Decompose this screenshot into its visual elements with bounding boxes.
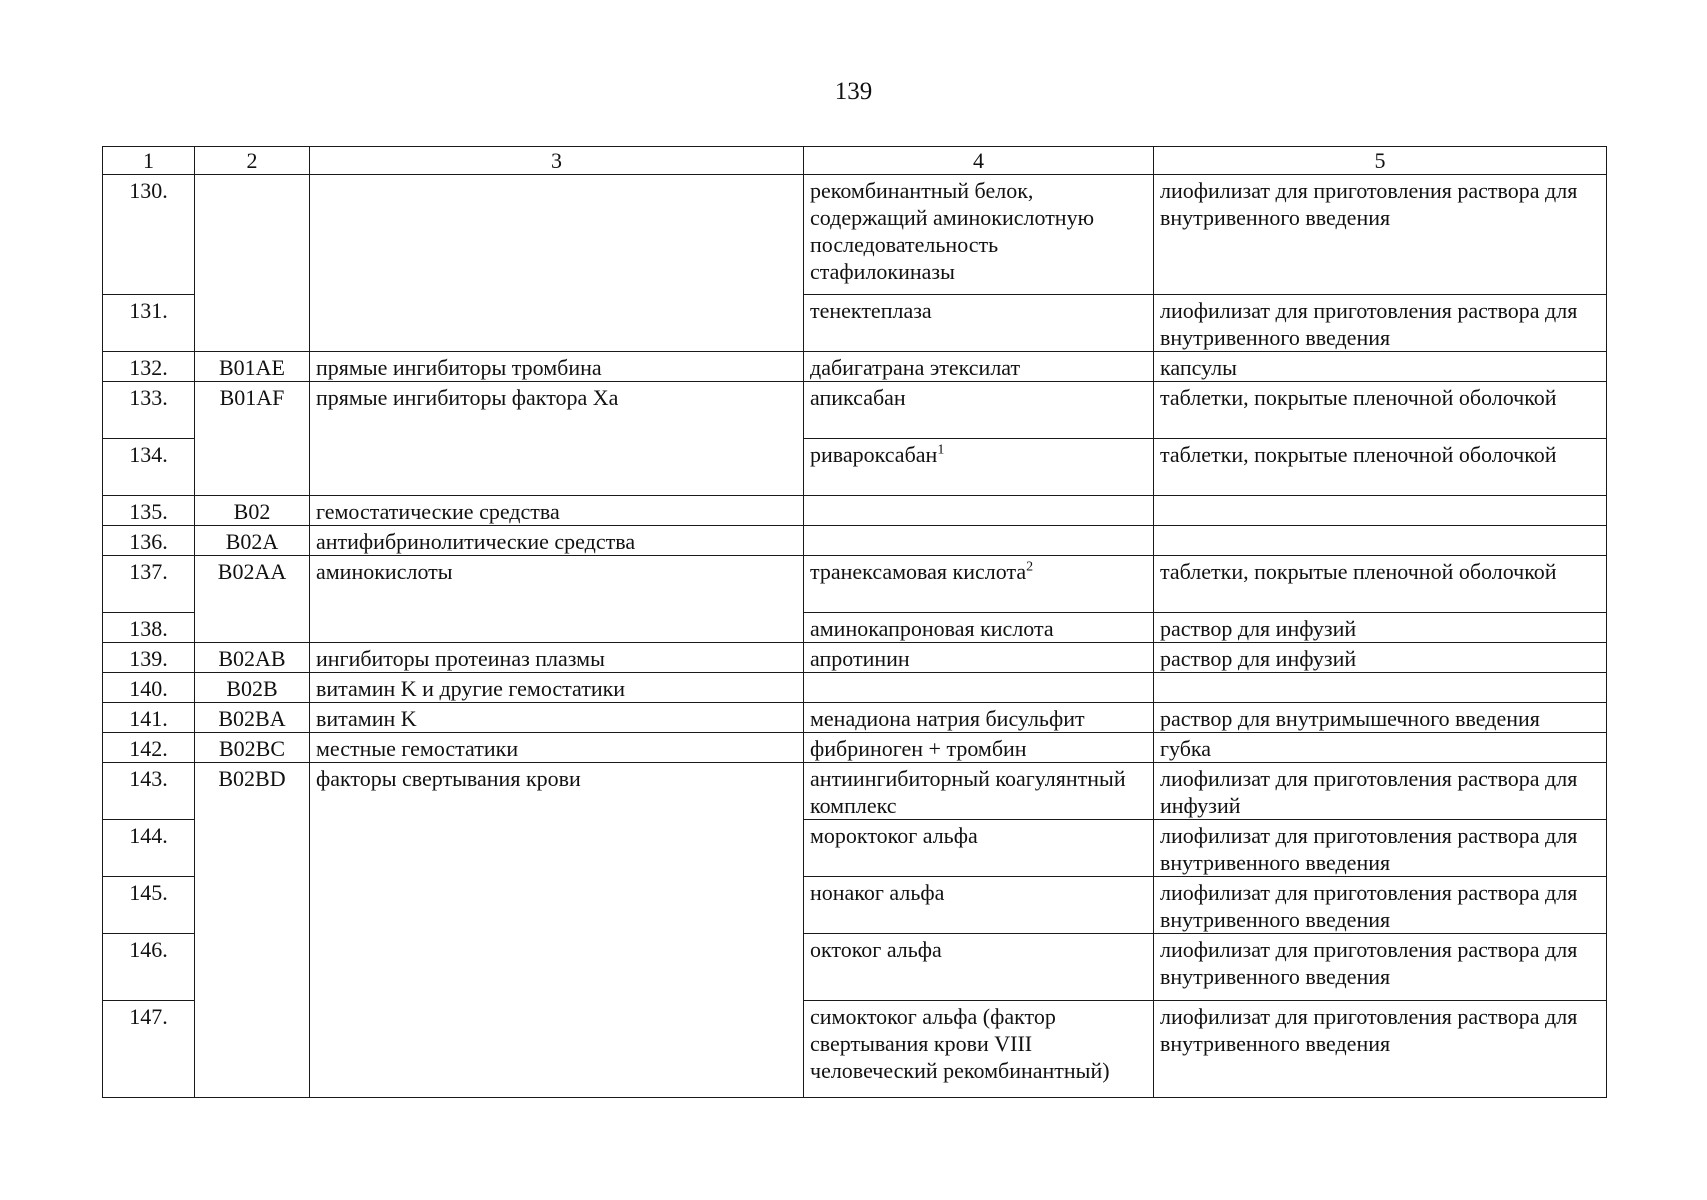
row-number-cell: 145. [103,877,195,934]
group-name-cell: прямые ингибиторы тромбина [310,352,804,382]
atc-code-cell: B02A [195,526,310,556]
atc-code-cell: B01AF [195,382,310,496]
atc-code-cell: B02AA [195,556,310,643]
substance-cell [804,733,1154,763]
row-number-cell: 133. [103,382,195,439]
atc-code-cell: B02 [195,496,310,526]
table-row [103,496,1607,526]
substance-cell [804,934,1154,1001]
table-row [103,643,1607,673]
dosage-form-cell: лиофилизат для приготовления раствора для внутривенного введения [1154,877,1607,934]
dosage-form-cell: лиофилизат для приготовления раствора для инфузий [1154,763,1607,820]
row-number-cell: 130. [103,175,195,295]
table-row [103,673,1607,703]
drug-table [102,146,1607,1098]
substance-cell [804,763,1154,820]
row-number-cell: 141. [103,703,195,733]
row-number-cell: 140. [103,673,195,703]
substance-cell [804,439,1154,496]
header-cell: 1 [103,147,195,175]
substance-cell [804,556,1154,613]
atc-code-cell: B02AB [195,643,310,673]
row-number-cell: 135. [103,496,195,526]
atc-code-cell: B01AE [195,352,310,382]
header-cell: 3 [310,147,804,175]
table-row [103,382,1607,439]
substance-cell [804,877,1154,934]
substance-cell [804,820,1154,877]
dosage-form-cell: лиофилизат для приготовления раствора для внутривенного введения [1154,820,1607,877]
table-row [103,733,1607,763]
substance-cell [804,382,1154,439]
row-number-cell: 132. [103,352,195,382]
substance-name: дабигатрана этексилат [810,355,1021,380]
group-name-cell [310,175,804,352]
substance-cell [804,1001,1154,1098]
substance-cell [804,352,1154,382]
group-name-cell: антифибринолитические средства [310,526,804,556]
footnote-mark: 1 [937,442,945,458]
row-number-cell: 138. [103,613,195,643]
group-name-cell: факторы свертывания крови [310,763,804,1098]
substance-cell [804,673,1154,703]
row-number-cell: 131. [103,295,195,352]
substance-name: нонаког альфа [810,880,945,905]
dosage-form-cell: раствор для инфузий [1154,643,1607,673]
header-cell: 2 [195,147,310,175]
substance-name: аминокапроновая кислота [810,616,1054,641]
table-row [103,703,1607,733]
table-row [103,526,1607,556]
substance-name: антиингибиторный коагулянтный комплекс [810,766,1126,818]
atc-code-cell: B02BC [195,733,310,763]
group-name-cell: гемостатические средства [310,496,804,526]
header-cell: 4 [804,147,1154,175]
substance-cell [804,526,1154,556]
group-name-cell: витамин K и другие гемостатики [310,673,804,703]
dosage-form-cell: таблетки, покрытые пленочной оболочкой [1154,439,1607,496]
dosage-form-cell: лиофилизат для приготовления раствора для внутривенного введения [1154,1001,1607,1098]
dosage-form-cell: губка [1154,733,1607,763]
group-name-cell: прямые ингибиторы фактора Xa [310,382,804,496]
dosage-form-cell: таблетки, покрытые пленочной оболочкой [1154,556,1607,613]
table-header-row [103,147,1607,175]
dosage-form-cell: таблетки, покрытые пленочной оболочкой [1154,382,1607,439]
substance-name: рекомбинантный белок, содержащий аминокислотную последовательность стафилокиназы [810,178,1095,284]
substance-name: тенектеплаза [810,298,932,323]
substance-name: фибриноген + тромбин [810,736,1027,761]
group-name-cell: витамин K [310,703,804,733]
substance-cell [804,703,1154,733]
row-number-cell: 136. [103,526,195,556]
row-number-cell: 146. [103,934,195,1001]
dosage-form-cell: раствор для инфузий [1154,613,1607,643]
dosage-form-cell: капсулы [1154,352,1607,382]
group-name-cell: аминокислоты [310,556,804,643]
substance-name: апротинин [810,646,910,671]
table-row [103,352,1607,382]
substance-name: менадиона натрия бисульфит [810,706,1085,731]
substance-name: ривароксабан [810,442,938,467]
table-row [103,175,1607,295]
group-name-cell: местные гемостатики [310,733,804,763]
atc-code-cell: B02BD [195,763,310,1098]
dosage-form-cell: лиофилизат для приготовления раствора для внутривенного введения [1154,295,1607,352]
dosage-form-cell: лиофилизат для приготовления раствора для внутривенного введения [1154,175,1607,295]
atc-code-cell: B02B [195,673,310,703]
atc-code-cell: B02BA [195,703,310,733]
substance-name: транексамовая кислота [810,559,1027,584]
row-number-cell: 139. [103,643,195,673]
row-number-cell: 134. [103,439,195,496]
table-body [103,175,1607,1098]
table-row [103,763,1607,820]
substance-cell [804,613,1154,643]
row-number-cell: 147. [103,1001,195,1098]
dosage-form-cell [1154,673,1607,703]
header-cell: 5 [1154,147,1607,175]
row-number-cell: 143. [103,763,195,820]
table-row [103,556,1607,613]
substance-name: апиксабан [810,385,906,410]
substance-cell [804,643,1154,673]
substance-name: октоког альфа [810,937,942,962]
dosage-form-cell [1154,526,1607,556]
substance-cell [804,175,1154,295]
group-name-cell: ингибиторы протеиназ плазмы [310,643,804,673]
row-number-cell: 137. [103,556,195,613]
page-number: 139 [834,78,873,105]
substance-cell [804,496,1154,526]
substance-name: симоктоког альфа (фактор свертывания крови VIII человеческий рекомбинантный) [810,1004,1110,1083]
substance-cell [804,295,1154,352]
footnote-mark: 2 [1026,559,1034,575]
row-number-cell: 144. [103,820,195,877]
dosage-form-cell: лиофилизат для приготовления раствора для внутривенного введения [1154,934,1607,1001]
substance-name: мороктоког альфа [810,823,978,848]
atc-code-cell [195,175,310,352]
row-number-cell: 142. [103,733,195,763]
dosage-form-cell: раствор для внутримышечного введения [1154,703,1607,733]
dosage-form-cell [1154,496,1607,526]
